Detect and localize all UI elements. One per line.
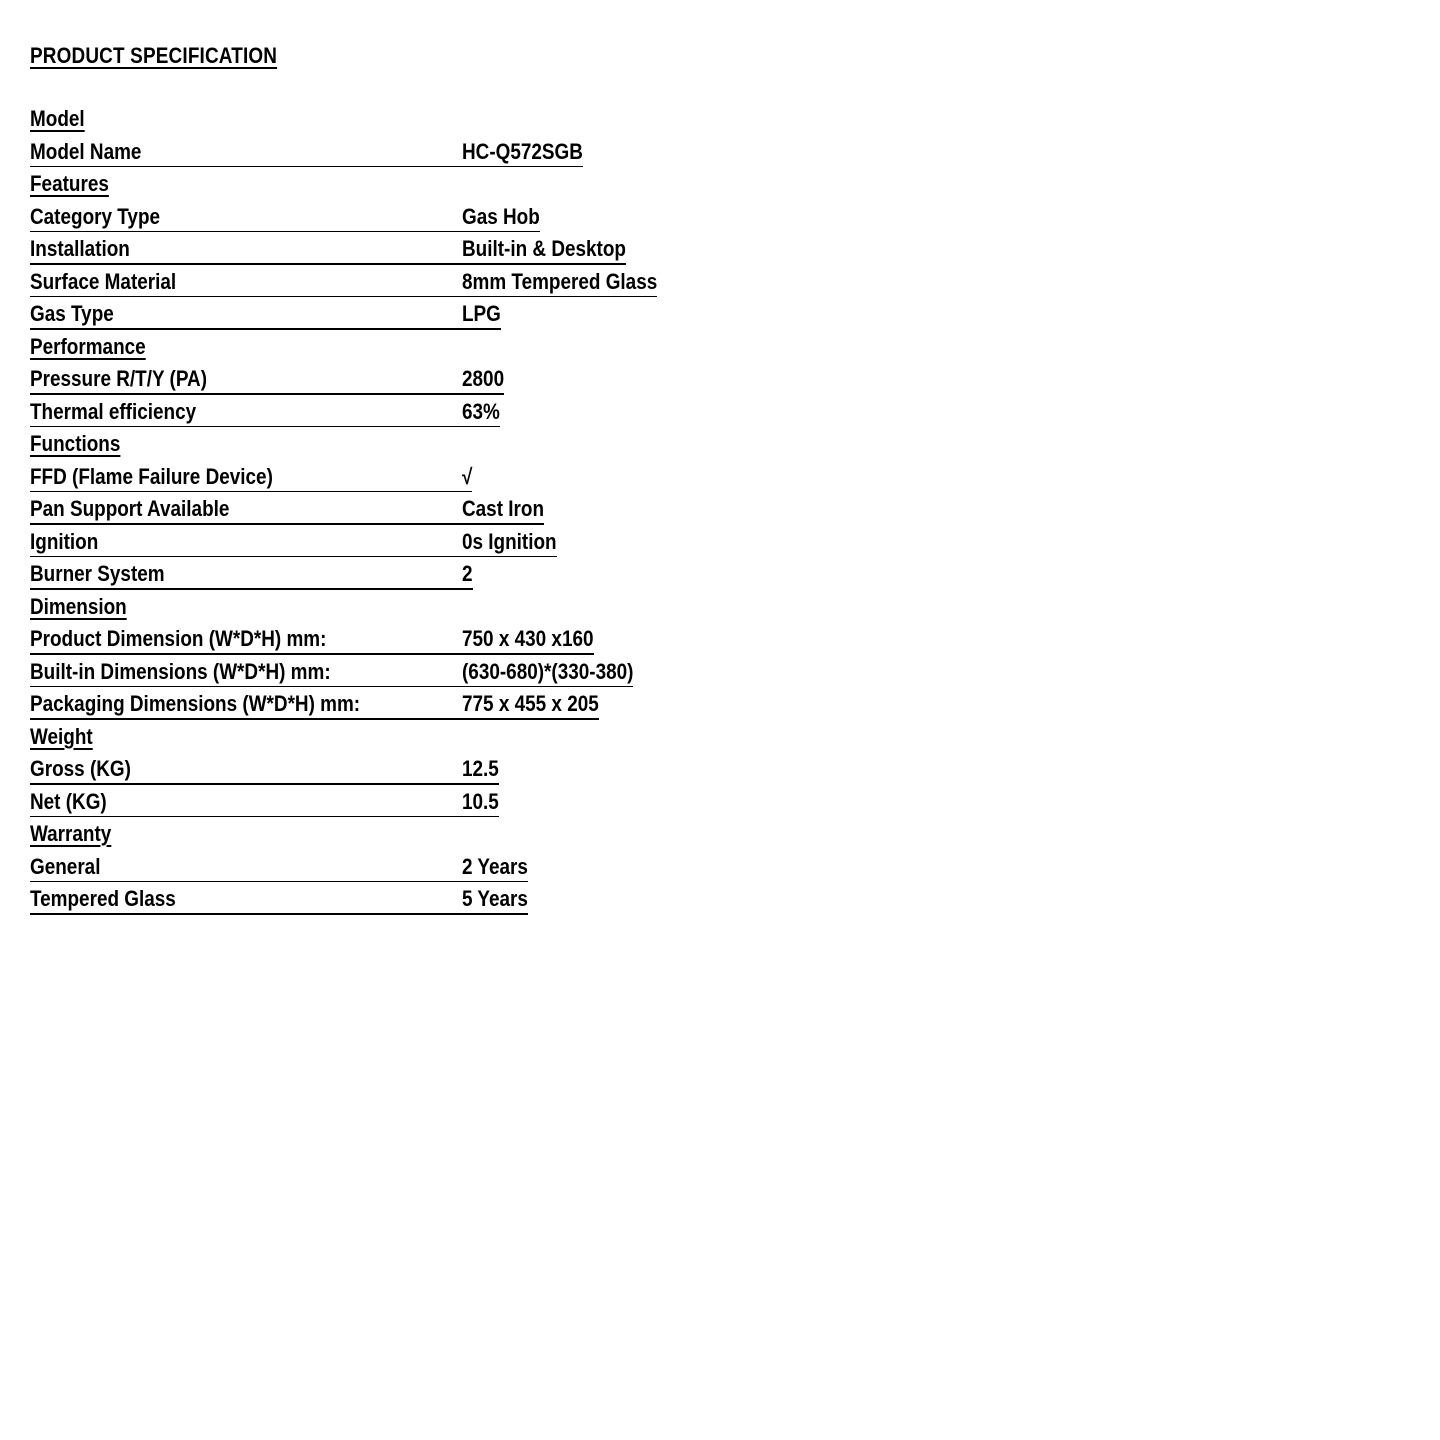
spec-row: [30, 527, 730, 560]
section-heading: [30, 819, 730, 852]
spec-value: 5 Years: [462, 886, 528, 911]
spec-value: HC-Q572SGB: [462, 138, 583, 164]
spec-key: Ignition: [30, 528, 99, 554]
spec-row: [30, 559, 730, 592]
page-title: PRODUCT SPECIFICATION: [30, 43, 278, 68]
spec-value: 2800: [462, 366, 505, 391]
spec-key: Packaging Dimensions (W*D*H) mm:: [30, 691, 361, 716]
spec-key: Surface Material: [30, 268, 177, 294]
spec-value: Built-in & Desktop: [462, 236, 626, 261]
spec-value: Gas Hob: [462, 203, 540, 229]
spec-value: 0s Ignition: [462, 528, 557, 554]
spec-row: [30, 267, 730, 300]
section-label: Functions: [30, 431, 121, 456]
spec-value: 2 Years: [462, 853, 528, 879]
section-label: Performance: [30, 333, 146, 359]
spec-list: [30, 104, 730, 917]
spec-value: 63%: [462, 398, 500, 424]
spec-key: Pan Support Available: [30, 496, 230, 521]
spec-key: Gross (KG): [30, 756, 131, 781]
spec-row: [30, 299, 730, 332]
spec-value: 2: [462, 561, 473, 586]
section-heading: [30, 592, 730, 625]
spec-value: Cast Iron: [462, 496, 545, 521]
spec-key: Product Dimension (W*D*H) mm:: [30, 626, 327, 651]
spec-key: Model Name: [30, 138, 142, 164]
spec-key: Gas Type: [30, 301, 114, 326]
section-heading: [30, 169, 730, 202]
spec-value: √: [462, 463, 473, 489]
spec-key: General: [30, 853, 101, 879]
spec-row: [30, 494, 730, 527]
spec-key: FFD (Flame Failure Device): [30, 463, 273, 489]
section-heading: [30, 429, 730, 462]
spec-value: (630-680)*(330-380): [462, 658, 634, 684]
spec-row: [30, 754, 730, 787]
spec-value: 750 x 430 x160: [462, 626, 594, 651]
spec-key: Pressure R/T/Y (PA): [30, 366, 207, 391]
spec-row: [30, 624, 730, 657]
section-heading: [30, 722, 730, 755]
section-label: Dimension: [30, 593, 127, 619]
section-label: Weight: [30, 723, 93, 749]
spec-key: Category Type: [30, 203, 161, 229]
spec-row: [30, 202, 730, 235]
spec-row: [30, 364, 730, 397]
spec-row: [30, 234, 730, 267]
section-label: Features: [30, 171, 109, 196]
spec-row: [30, 852, 730, 885]
spec-value: 12.5: [462, 756, 499, 781]
spec-key: Built-in Dimensions (W*D*H) mm:: [30, 658, 331, 684]
spec-row: [30, 137, 730, 170]
spec-value: 775 x 455 x 205: [462, 691, 599, 716]
spec-row: [30, 657, 730, 690]
spec-key: Tempered Glass: [30, 886, 176, 911]
spec-row-underline: [30, 881, 528, 883]
section-label: Warranty: [30, 821, 112, 846]
spec-row: [30, 689, 730, 722]
spec-value: 8mm Tempered Glass: [462, 268, 658, 294]
spec-sheet: [30, 38, 730, 917]
spec-key: Thermal efficiency: [30, 398, 197, 424]
spec-value: 10.5: [462, 788, 499, 814]
spec-row: [30, 787, 730, 820]
spec-row: [30, 462, 730, 495]
section-heading: [30, 332, 730, 365]
spec-row: [30, 397, 730, 430]
spec-key: Net (KG): [30, 788, 107, 814]
section-heading: [30, 104, 730, 137]
spec-value: LPG: [462, 301, 501, 326]
spec-row: [30, 884, 730, 917]
spec-key: Burner System: [30, 561, 165, 586]
spec-key: Installation: [30, 236, 130, 261]
section-label: Model: [30, 106, 85, 131]
